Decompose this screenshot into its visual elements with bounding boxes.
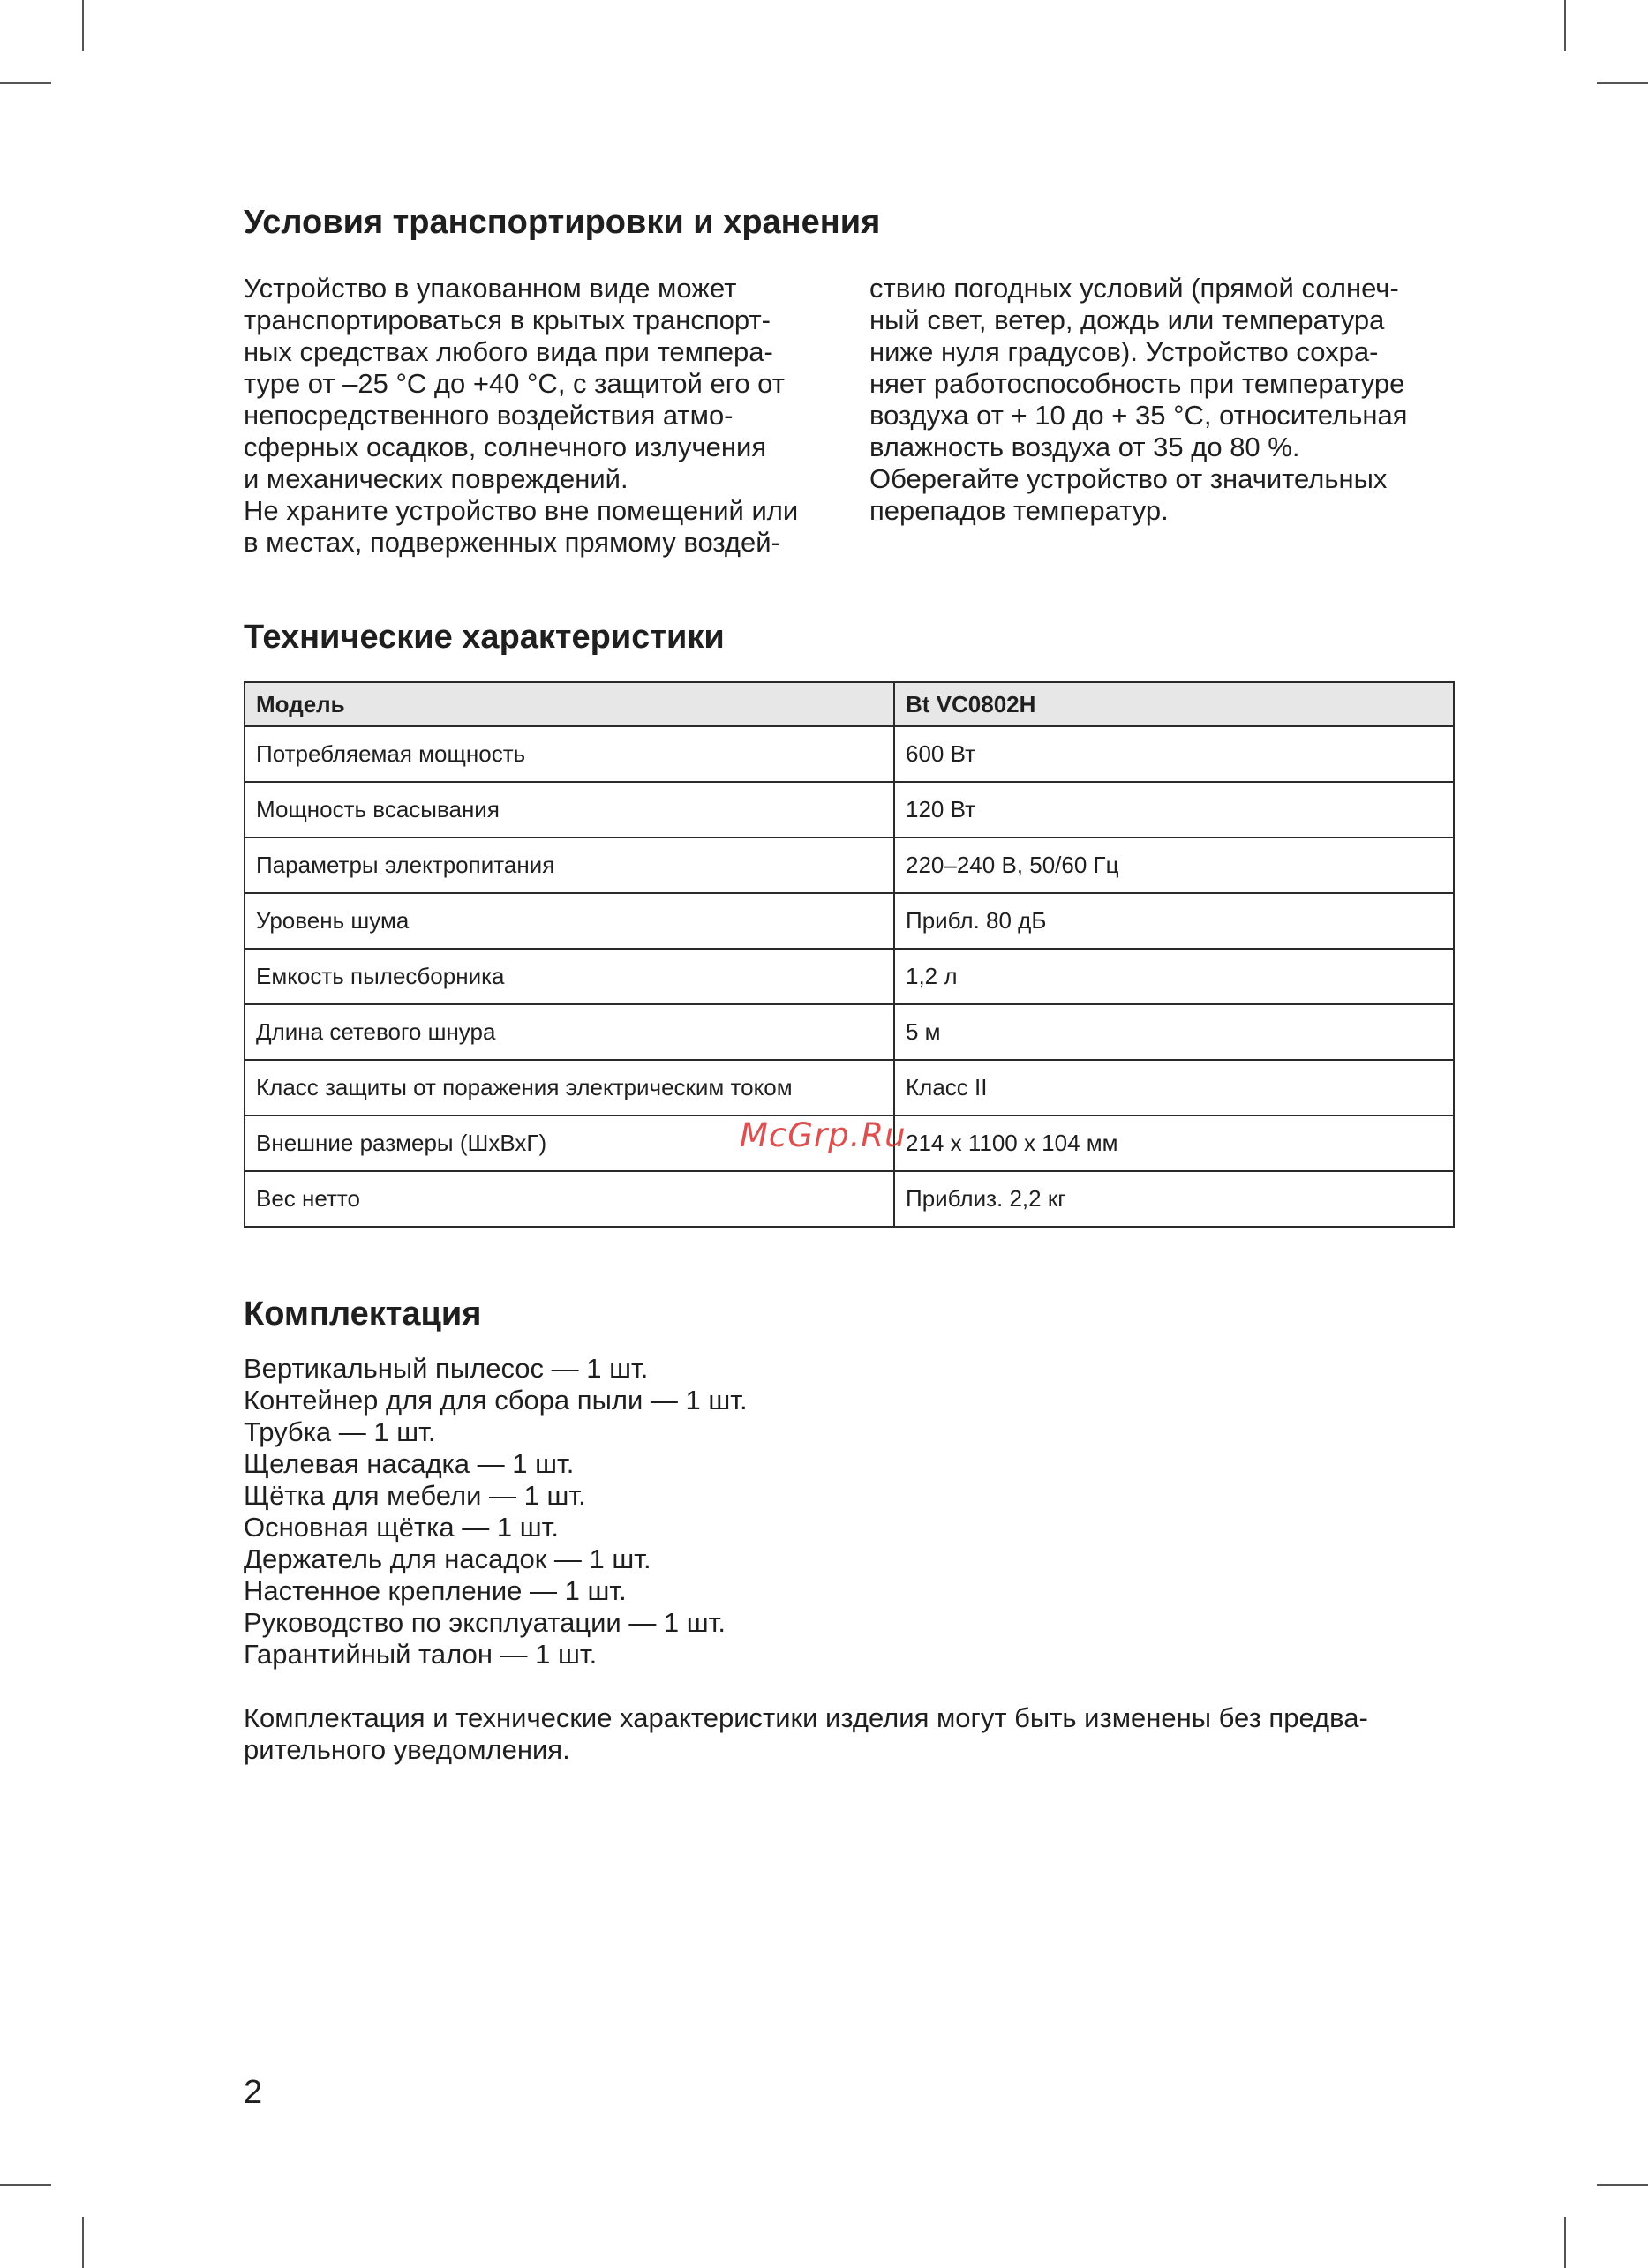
- list-item: Щётка для мебели — 1 шт.: [244, 1480, 586, 1511]
- section-title-transport: Условия транспортировки и хранения: [244, 204, 881, 241]
- table-row: [245, 1171, 1454, 1227]
- spec-value: 220–240 В, 50/60 Гц: [894, 837, 1454, 893]
- spec-label: Длина сетевого шнура: [245, 1004, 894, 1060]
- table-row: [245, 893, 1454, 949]
- crop-mark: [1564, 2217, 1566, 2268]
- list-item: Трубка — 1 шт.: [244, 1416, 436, 1447]
- spec-label: Класс защиты от поражения электрическим током: [245, 1060, 894, 1115]
- list-item: Вертикальный пылесос — 1 шт.: [244, 1353, 649, 1384]
- text-line: ствию погодных условий (прямой солнеч-: [869, 273, 1399, 304]
- table-header-value: Bt VC0802H: [894, 682, 1454, 726]
- table-row: [245, 782, 1454, 837]
- table-header-row: [245, 682, 1454, 726]
- text-line: няет работоспособность при температуре: [869, 368, 1405, 399]
- kit-note: [244, 1702, 1455, 1766]
- table-row: [245, 1060, 1454, 1115]
- text-line: сферных осадков, солнечного излучения: [244, 432, 767, 462]
- section-title-specs: Технические характеристики: [244, 619, 725, 656]
- crop-mark: [0, 2184, 51, 2186]
- spec-label: Вес нетто: [245, 1171, 894, 1227]
- spec-value: 1,2 л: [894, 949, 1454, 1004]
- text-line: Устройство в упакованном виде может: [244, 273, 737, 304]
- page-number: 2: [244, 2074, 263, 2111]
- text-line: Не храните устройство вне помещений или: [244, 495, 799, 526]
- text-line: ный свет, ветер, дождь или температура: [869, 304, 1385, 335]
- spec-value: 600 Вт: [894, 726, 1454, 782]
- spec-value: Приблиз. 2,2 кг: [894, 1171, 1454, 1227]
- list-item: Руководство по эксплуатации — 1 шт.: [244, 1607, 726, 1638]
- transport-column-right: [869, 273, 1452, 527]
- spec-value: 120 Вт: [894, 782, 1454, 837]
- crop-mark: [1597, 82, 1648, 84]
- text-line: влажность воздуха от 35 до 80 %.: [869, 432, 1300, 462]
- spec-label: Уровень шума: [245, 893, 894, 949]
- spec-value: 214 x 1100 x 104 мм: [894, 1115, 1454, 1171]
- text-line: рительного уведомления.: [244, 1734, 570, 1765]
- crop-mark: [0, 82, 51, 84]
- spec-label: Мощность всасывания: [245, 782, 894, 837]
- text-line: туре от –25 °С до +40 °С, с защитой его от: [244, 368, 785, 399]
- spec-label: Внешние размеры (ШхВхГ): [245, 1115, 894, 1171]
- spec-label: Потребляемая мощность: [245, 726, 894, 782]
- text-line: и механических повреждений.: [244, 463, 628, 494]
- table-header-label: Модель: [245, 682, 894, 726]
- spec-value: Прибл. 80 дБ: [894, 893, 1454, 949]
- transport-column-left: [244, 273, 826, 559]
- spec-value: 5 м: [894, 1004, 1454, 1060]
- watermark: McGrp.Ru: [740, 1116, 907, 1154]
- table-row: [245, 1004, 1454, 1060]
- text-line: Комплектация и технические характеристики изделия могут быть изменены без предва-: [244, 1702, 1368, 1733]
- list-item: Контейнер для для сбора пыли — 1 шт.: [244, 1385, 748, 1416]
- section-title-kit: Комплектация: [244, 1295, 482, 1333]
- crop-mark: [1564, 0, 1566, 51]
- kit-list: [244, 1353, 748, 1671]
- text-line: ниже нуля градусов). Устройство сохра-: [869, 336, 1379, 367]
- spec-label: Емкость пылесборника: [245, 949, 894, 1004]
- list-item: Щелевая насадка — 1 шт.: [244, 1448, 575, 1479]
- list-item: Держатель для насадок — 1 шт.: [244, 1543, 651, 1574]
- list-item: Настенное крепление — 1 шт.: [244, 1575, 627, 1606]
- spec-label: Параметры электропитания: [245, 837, 894, 893]
- text-line: перепадов температур.: [869, 495, 1169, 526]
- table-row: [245, 726, 1454, 782]
- table-row: [245, 837, 1454, 893]
- text-line: транспортироваться в крытых транспорт-: [244, 304, 771, 335]
- table-row: [245, 949, 1454, 1004]
- text-line: воздуха от + 10 до + 35 °С, относительная: [869, 400, 1408, 431]
- list-item: Гарантийный талон — 1 шт.: [244, 1639, 598, 1670]
- crop-mark: [1597, 2184, 1648, 2186]
- text-line: Оберегайте устройство от значительных: [869, 463, 1388, 494]
- text-line: в местах, подверженных прямому воздей-: [244, 527, 780, 558]
- text-line: ных средствах любого вида при темпера-: [244, 336, 773, 367]
- list-item: Основная щётка — 1 шт.: [244, 1512, 559, 1543]
- crop-mark: [82, 2217, 84, 2268]
- crop-mark: [82, 0, 84, 51]
- text-line: непосредственного воздействия атмо-: [244, 400, 734, 431]
- spec-value: Класс II: [894, 1060, 1454, 1115]
